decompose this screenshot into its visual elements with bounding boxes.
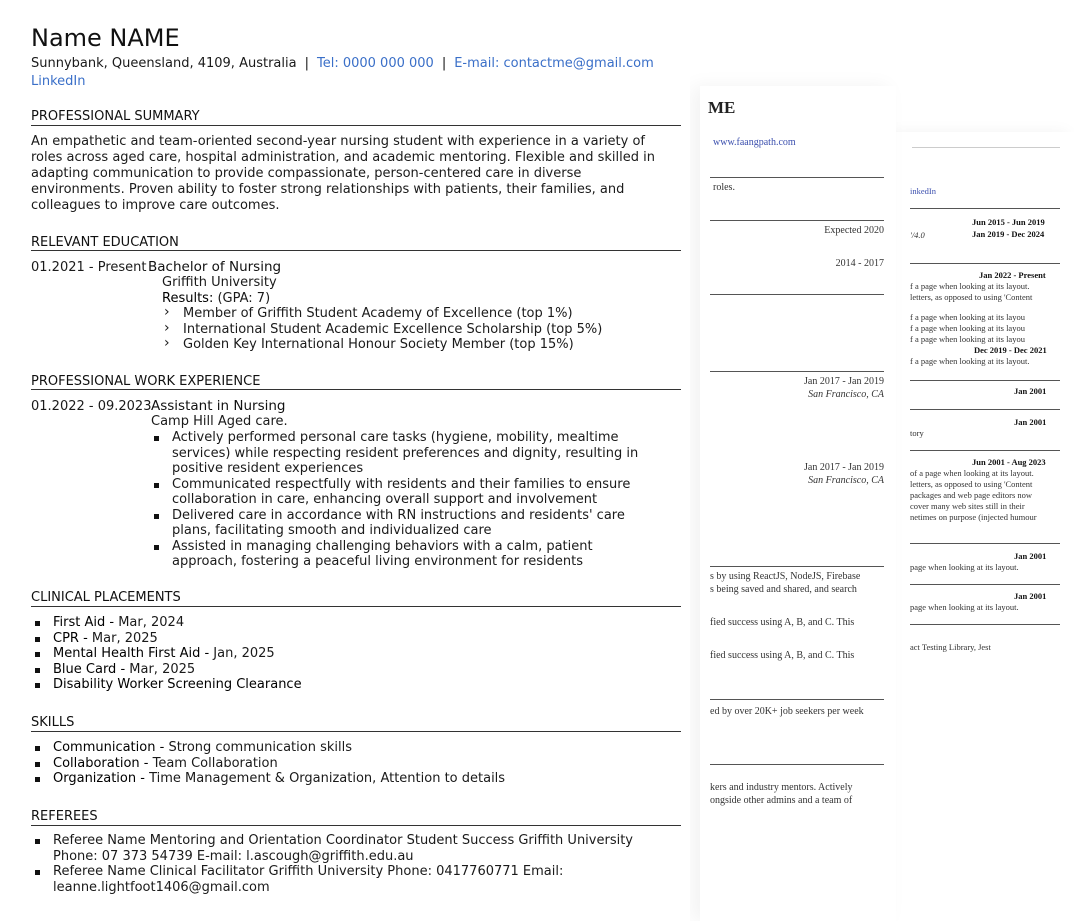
section-title-placements: CLINICAL PLACEMENTS <box>31 590 181 605</box>
list-item <box>32 756 652 772</box>
sheet2-line: netimes on purpose (injected humour <box>910 512 1037 522</box>
sheet2-line: f a page when looking at its layou <box>910 312 1025 322</box>
sheet2-date: Dec 2019 - Dec 2021 <box>974 345 1047 355</box>
sheet2-rule <box>910 450 1060 451</box>
list-item <box>32 740 652 756</box>
placement-date: Mar, 2025 <box>129 661 196 677</box>
sheet1-line: fied success using A, B, and C. This <box>710 650 855 661</box>
sheet1-date: Expected 2020 <box>824 225 884 236</box>
skill-desc: Team Collaboration <box>152 755 278 771</box>
sheet1-date: Jan 2017 - Jan 2019 <box>804 462 884 473</box>
contact-linkedin-link[interactable]: LinkedIn <box>31 74 86 89</box>
section-divider <box>31 606 681 607</box>
section-divider <box>31 250 681 251</box>
section-title-summary: PROFESSIONAL SUMMARY <box>31 109 200 124</box>
sheet2-date: Jan 2001 <box>1014 551 1047 561</box>
sheet1-rule <box>710 566 884 567</box>
section-divider <box>31 731 681 732</box>
placement-date: Mar, 2025 <box>91 630 158 646</box>
skill-name: Communication - <box>53 740 165 755</box>
list-item: Assisted in managing challenging behaviors with a calm, patient approach, fostering a peaceful living environment for residents <box>151 539 661 570</box>
contact-phone-link[interactable]: Tel: 0000 000 000 <box>316 56 434 71</box>
sheet2-rule <box>910 208 1060 209</box>
section-title-experience: PROFESSIONAL WORK EXPERIENCE <box>31 374 261 389</box>
experience-date: 01.2022 - 09.2023 <box>31 399 152 414</box>
results-label: Results: <box>162 291 214 306</box>
sheet2-date: Jun 2001 - Aug 2023 <box>972 457 1046 467</box>
education-achievements <box>162 306 662 353</box>
section-divider <box>31 125 681 126</box>
results-value: (GPA: 7) <box>217 291 271 306</box>
sheet1-line: roles. <box>713 182 735 193</box>
sheet2-rule <box>910 584 1060 585</box>
education-degree: Bachelor of Nursing <box>148 259 282 275</box>
placement-name: CPR - <box>53 630 88 646</box>
list-item <box>32 771 652 787</box>
section-title-education: RELEVANT EDUCATION <box>31 235 179 250</box>
sheet2-line: letters, as opposed to using 'Content <box>910 479 1033 489</box>
sheet1-rule <box>710 764 884 765</box>
contact-address: Sunnybank, Queensland, 4109, Australia <box>31 56 297 71</box>
sheet2-gpa: '/4.0 <box>910 230 925 240</box>
section-title-referees: REFEREES <box>31 809 98 824</box>
sheet2-line: f a page when looking at its layou <box>910 334 1025 344</box>
sheet1-line: s being saved and shared, and search <box>710 584 857 595</box>
placement-date: Jan, 2025 <box>213 646 275 661</box>
sheet1-rule <box>710 699 884 700</box>
sheet1-name-fragment: ME <box>708 98 736 117</box>
sheet1-rule <box>710 177 884 178</box>
list-item <box>32 646 652 662</box>
education-school: Griffith University <box>162 275 277 290</box>
sheet2-date: Jan 2001 <box>1014 417 1047 427</box>
placement-name: Mental Health First Aid - <box>53 646 210 661</box>
section-title-skills: SKILLS <box>31 715 75 730</box>
sheet2-line: f a page when looking at its layout. <box>910 281 1030 291</box>
sheet2-date: Jan 2001 <box>1014 386 1047 396</box>
sheet2-line: tory <box>910 428 924 438</box>
sheet2-linkedin: inkedIn <box>910 186 936 196</box>
sheet1-line: s by using ReactJS, NodeJS, Firebase <box>710 571 861 582</box>
placements-list <box>32 615 652 693</box>
list-item <box>32 615 652 631</box>
skill-name: Collaboration - <box>53 755 149 771</box>
background-resume-sheet-2 <box>896 132 1074 921</box>
contact-separator: | <box>304 56 309 71</box>
sheet2-rule <box>912 147 1060 148</box>
sheet2-line: page when looking at its layout. <box>910 562 1019 572</box>
list-item: Communicated respectfully with residents and their families to ensure collaboration in care, enhancing overall support and involvement <box>151 477 661 508</box>
sheet1-rule <box>710 220 884 221</box>
section-divider <box>31 389 681 390</box>
sheet1-line: fied success using A, B, and C. This <box>710 617 855 628</box>
background-resume-sheet-1 <box>700 86 896 921</box>
list-item: Delivered care in accordance with RN instructions and residents' care plans, facilitating smooth and individualized care <box>151 508 661 539</box>
sheet2-line: cover many web sites still in their <box>910 501 1025 511</box>
sheet1-line: ed by over 20K+ job seekers per week <box>710 706 864 717</box>
list-item: Referee Name Mentoring and Orientation Coordinator Student Success Griffith University Phone: 07 373 54739 E-mail: l.ascough@griffith.edu.au <box>32 833 672 864</box>
sheet2-rule <box>910 380 1060 381</box>
sheet2-line: letters, as opposed to using 'Content <box>910 292 1033 302</box>
sheet2-line: f a page when looking at its layout. <box>910 356 1030 366</box>
sheet1-rule <box>710 371 884 372</box>
sheet2-line: f a page when looking at its layou <box>910 323 1025 333</box>
placement-name: Disability Worker Screening Clearance <box>53 677 302 692</box>
experience-employer: Camp Hill Aged care. <box>151 414 288 429</box>
list-item: › Golden Key International Honour Society Member (top 15%) <box>162 337 662 353</box>
sheet1-location: San Francisco, CA <box>808 475 884 486</box>
sheet2-date: Jan 2019 - Dec 2024 <box>972 229 1045 239</box>
placement-name: Blue Card - <box>53 661 126 677</box>
sheet1-date: Jan 2017 - Jan 2019 <box>804 376 884 387</box>
sheet2-line: act Testing Library, Jest <box>910 642 991 652</box>
sheet2-rule <box>910 624 1060 625</box>
skill-desc: Time Management & Organization, Attention to details <box>149 771 506 786</box>
contact-email-link[interactable]: E-mail: contactme@gmail.com <box>454 56 654 71</box>
contact-separator: | <box>441 56 447 71</box>
candidate-name: Name NAME <box>31 24 180 52</box>
referees-list <box>32 833 672 895</box>
placement-name: First Aid - <box>53 615 115 630</box>
sheet1-rule <box>710 294 884 295</box>
experience-bullets <box>151 430 661 570</box>
experience-role: Assistant in Nursing <box>151 398 286 414</box>
list-item <box>32 631 652 647</box>
sheet1-location: San Francisco, CA <box>808 389 884 400</box>
education-results <box>162 291 270 306</box>
list-item: › Member of Griffith Student Academy of Excellence (top 1%) <box>162 306 662 322</box>
sheet2-rule <box>910 409 1060 410</box>
education-date: 01.2021 - Present <box>31 260 147 275</box>
sheet2-rule <box>910 263 1060 264</box>
sheet1-date: 2014 - 2017 <box>835 258 884 269</box>
sheet2-date: Jun 2015 - Jun 2019 <box>972 217 1045 227</box>
list-item: Actively performed personal care tasks (hygiene, mobility, mealtime services) while respecting resident preferences and dignity, resulting in positive resident experiences <box>151 430 661 477</box>
list-item <box>32 662 652 678</box>
skill-desc: Strong communication skills <box>168 740 352 755</box>
sheet2-date: Jan 2022 - Present <box>979 270 1046 280</box>
sheet2-rule <box>910 543 1060 544</box>
section-divider <box>31 825 681 826</box>
sheet2-date: Jan 2001 <box>1014 591 1047 601</box>
sheet2-line: page when looking at its layout. <box>910 602 1019 612</box>
skills-list <box>32 740 652 787</box>
list-item <box>32 677 652 693</box>
summary-text: An empathetic and team-oriented second-year nursing student with experience in a variety of roles across aged care, hospital administration, and academic mentoring. Flexible and skilled in adapting communication to provide compassionate, person-centered care in diverse environments. Proven ability to foster strong relationships with patients, their families, and colleagues to improve care outcomes. <box>31 134 655 213</box>
sheet2-line: packages and web page editors now <box>910 490 1033 500</box>
list-item: Referee Name Clinical Facilitator Griffith University Phone: 0417760771 Email: leanne.lightfoot1406@gmail.com <box>32 864 672 895</box>
placement-date: Mar, 2024 <box>118 615 185 630</box>
contact-line <box>31 55 671 91</box>
sheet2-line: of a page when looking at its layout. <box>910 468 1034 478</box>
list-item: › International Student Academic Excellence Scholarship (top 5%) <box>162 322 662 338</box>
skill-name: Organization - <box>53 771 145 786</box>
sheet1-line: kers and industry mentors. Actively <box>710 782 853 793</box>
sheet1-website: www.faangpath.com <box>713 137 796 148</box>
sheet1-line: ongside other admins and a team of <box>710 795 853 806</box>
